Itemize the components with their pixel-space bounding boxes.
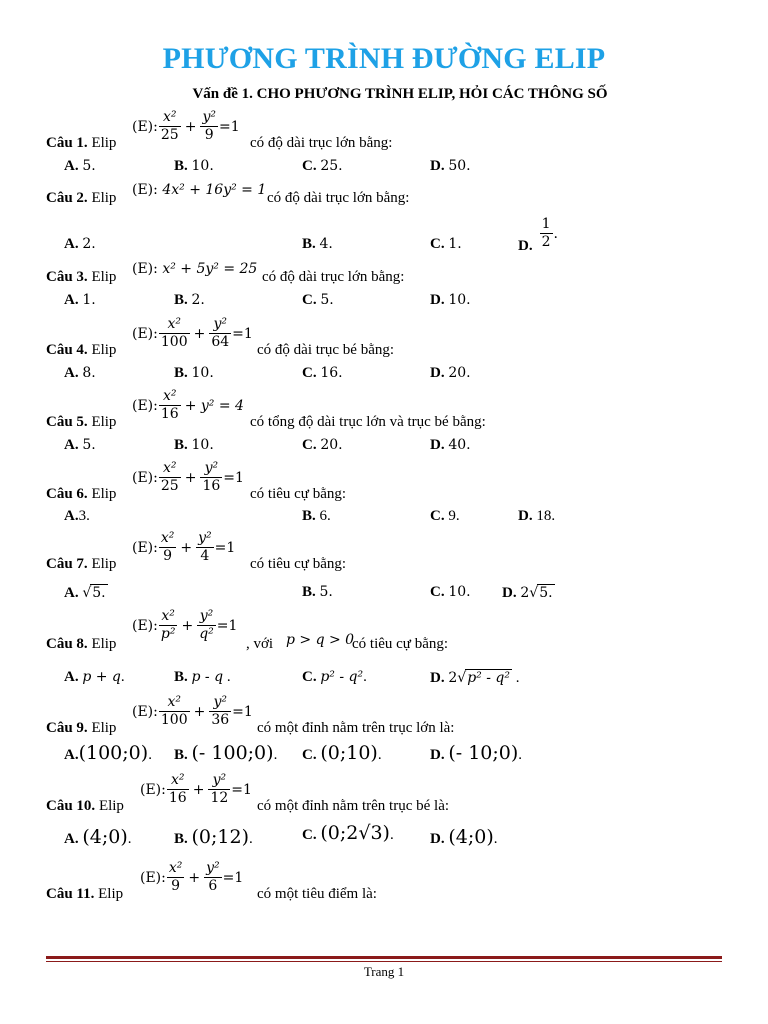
question-11-label: Câu 11. Elip [46,886,124,902]
question-9-equation: (E): $\frac{\text{x²}}{100}$ + $\frac{\text{y²}}{36}$ =1 [132,694,253,728]
question-2-prompt: có độ dài trục lớn bằng: [267,190,410,206]
question-7-option-a[interactable]: A. √5. [64,585,106,601]
question-3-option-a[interactable]: A. 1. [64,292,96,308]
question-6-option-b[interactable]: B. 6. [302,508,331,524]
question-2-option-a[interactable]: A. 2. [64,236,96,252]
question-5-prompt: có tổng độ dài trục lớn và trục bé bằng: [250,414,486,430]
question-1-option-a[interactable]: A. 5. [64,158,96,174]
question-11-equation: (E): $\frac{\text{x²}}{9}$ + $\frac{\text{y²}}{6}$ =1 [140,860,244,894]
question-3-option-d[interactable]: D. 10. [430,292,471,308]
question-7-option-c[interactable]: C. 10. [430,584,471,600]
question-8-option-c[interactable]: C. p² - q². [302,669,367,685]
question-10-option-b[interactable]: B. (0;12). [174,826,253,848]
question-5-option-a[interactable]: A. 5. [64,437,96,453]
question-10-prompt: có một đỉnh nằm trên trục bé là: [257,798,450,814]
question-4-equation: (E): $\frac{\text{x²}}{100}$ + $\frac{\text{y²}}{64}$ =1 [132,316,253,350]
question-8-with: , với [246,636,274,652]
page-title: PHƯƠNG TRÌNH ĐƯỜNG ELIP [162,42,606,75]
question-4-label: Câu 4. Elip [46,342,117,358]
question-5-option-c[interactable]: C. 20. [302,437,343,453]
question-4-option-c[interactable]: C. 16. [302,365,343,381]
question-5-label: Câu 5. Elip [46,414,117,430]
footer-rule [46,956,722,959]
question-2-option-d[interactable]: D. $\frac{1}{2}$ . [518,216,558,254]
question-9-label: Câu 9. Elip [46,720,117,736]
question-7-option-b[interactable]: B. 5. [302,584,333,600]
question-6-label: Câu 6. Elip [46,486,117,502]
question-7-label: Câu 7. Elip [46,556,117,572]
question-1-option-b[interactable]: B. 10. [174,158,214,174]
question-3-equation: (E): x² + 5y² = 25 [132,261,258,277]
question-6-option-a[interactable]: A.3. [64,508,90,524]
question-1-option-c[interactable]: C. 25. [302,158,343,174]
question-2-equation: (E): 4x² + 16y² = 1 [132,182,267,198]
question-5-option-b[interactable]: B. 10. [174,437,214,453]
question-7-equation: (E): $\frac{\text{x²}}{9}$ + $\frac{\text{y²}}{4}$ =1 [132,530,236,564]
question-9-option-c[interactable]: C. (0;10). [302,742,382,764]
question-2-option-c[interactable]: C. 1. [430,236,462,252]
section-title: Vấn đề 1. CHO PHƯƠNG TRÌNH ELIP, HỎI CÁC THÔNG SỐ [192,86,608,102]
question-4-option-d[interactable]: D. 20. [430,365,471,381]
question-10-option-d[interactable]: D. (4;0). [430,826,498,848]
question-2-label: Câu 2. Elip [46,190,117,206]
question-6-option-c[interactable]: C. 9. [430,508,460,524]
question-3-option-c[interactable]: C. 5. [302,292,334,308]
question-7-prompt: có tiêu cự bằng: [250,556,347,572]
question-8-option-b[interactable]: B. p - q . [174,669,231,685]
question-1-prompt: có độ dài trục lớn bằng: [250,135,393,151]
question-8-option-d[interactable]: D. 2√p² - q² . [430,670,520,686]
question-1-label: Câu 1. Elip [46,135,117,151]
question-8-condition: p > q > 0 [286,632,355,648]
question-9-prompt: có một đỉnh nằm trên trục lớn là: [257,720,455,736]
footer-rule-thin [46,961,722,962]
question-4-prompt: có độ dài trục bé bằng: [257,342,395,358]
question-1-option-d[interactable]: D. 50. [430,158,471,174]
question-4-option-a[interactable]: A. 8. [64,365,96,381]
question-9-option-b[interactable]: B. (- 100;0). [174,742,278,764]
question-3-label: Câu 3. Elip [46,269,117,285]
question-9-option-a[interactable]: A.(100;0). [64,742,152,764]
question-3-option-b[interactable]: B. 2. [174,292,205,308]
question-1-equation: (E): $\frac{\text{x²}}{25}$ + $\frac{\text{y²}}{9}$ =1 [132,109,240,143]
question-4-option-b[interactable]: B. 10. [174,365,214,381]
question-8-option-a[interactable]: A. p + q. [64,669,125,685]
question-6-equation: (E): $\frac{\text{x²}}{25}$ + $\frac{\text{y²}}{16}$ =1 [132,460,244,494]
question-3-prompt: có độ dài trục lớn bằng: [262,269,405,285]
question-6-option-d[interactable]: D. 18. [518,508,556,524]
question-11-prompt: có một tiêu điểm là: [257,886,377,902]
question-6-prompt: có tiêu cự bằng: [250,486,347,502]
page-number: Trang 1 [363,964,405,979]
question-10-option-a[interactable]: A. (4;0). [64,826,132,848]
question-10-equation: (E): $\frac{\text{x²}}{16}$ + $\frac{\text{y²}}{12}$ =1 [140,772,252,806]
question-10-label: Câu 10. Elip [46,798,124,814]
question-8-label: Câu 8. Elip [46,636,117,652]
question-2-option-b[interactable]: B. 4. [302,236,333,252]
question-7-option-d[interactable]: D. 2√5. [502,585,553,601]
question-5-equation: (E): $\frac{\text{x²}}{16}$ + y² = 4 [132,388,244,422]
question-8-equation: (E): $\frac{\text{x²}}{\text{p²}}$ + $\frac{\text{y²}}{\text{q²}}$ =1 [132,608,238,642]
question-9-option-d[interactable]: D. (- 10;0). [430,742,523,764]
question-10-option-c[interactable]: C. (0;2√3). [302,822,394,844]
question-5-option-d[interactable]: D. 40. [430,437,471,453]
question-8-prompt: có tiêu cự bằng: [352,636,449,652]
